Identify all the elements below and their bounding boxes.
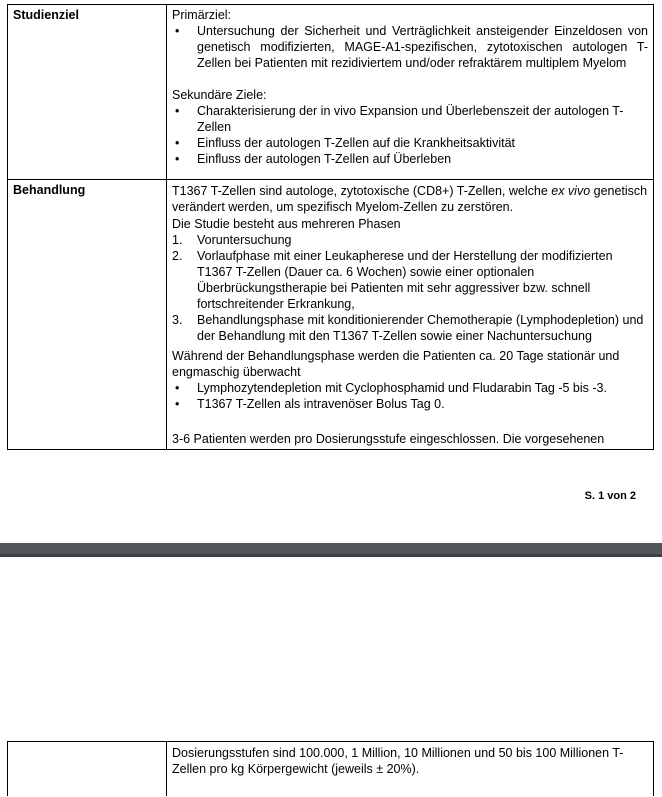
list-item: • Untersuchung der Sicherheit und Verträglichkeit ansteigender Einzeldosen von genetisch modifizierten, MAGE-A1-spezifischen, zytotoxischen autologen T-Zellen bei Patienten mit rezidiviertem und/oder refraktärem multiplem Myelom [172, 23, 648, 71]
list-item: • Charakterisierung der in vivo Expansion und Überlebenszeit der autologen T-Zellen [172, 103, 648, 135]
secondary-goals-list [172, 103, 648, 167]
table-row-behandlung [8, 180, 654, 450]
list-item: • T1367 T-Zellen als intravenöser Bolus Tag 0. [172, 396, 648, 412]
row-content-continued: Dosierungsstufen sind 100.000, 1 Million, 10 Millionen und 50 bis 100 Millionen T-Zellen pro kg Körpergewicht (jeweils ± 20%). [167, 742, 654, 797]
row-label-behandlung: Behandlung [8, 180, 167, 450]
list-item: 2. Vorlaufphase mit einer Leukapherese und der Herstellung der modifizierten T1367 T-Zellen (Dauer ca. 6 Wochen) sowie einer optionalen Überbrückungstherapie bei Patienten mit sehr aggressiver bzw. schnell fortschreitender Erkrankung, [172, 249, 613, 311]
list-item: 3. Behandlungsphase mit konditionierender Chemotherapie (Lymphodepletion) und der Behandlung mit den T1367 T-Zellen sowie einer Nachuntersuchung [172, 313, 644, 343]
treatment-list [172, 380, 648, 412]
row-label-studienziel: Studienziel [8, 5, 167, 180]
study-table-page-1 [7, 4, 654, 450]
row-content-studienziel [167, 5, 654, 180]
page-number: S. 1 von 2 [584, 490, 636, 502]
table-row-studienziel [8, 5, 654, 180]
primary-goal-list [172, 23, 648, 71]
secondary-goals-heading: Sekundäre Ziele: [172, 88, 267, 102]
study-table-page-2 [7, 741, 654, 796]
primary-goal-heading: Primärziel: [172, 8, 232, 22]
row-content-behandlung [167, 180, 654, 450]
intro-paragraph: T1367 T-Zellen sind autologe, zytotoxische (CD8+) T-Zellen, welche ex vivo genetisch verändert werden, um spezifisch Myelom-Zellen zu zerstören. [172, 184, 648, 214]
table-row-continued [8, 742, 654, 797]
list-item: 1. Voruntersuchung [172, 233, 292, 247]
list-item: • Lymphozytendepletion mit Cyclophosphamid und Fludarabin Tag -5 bis -3. [172, 380, 648, 396]
phases-heading: Die Studie besteht aus mehreren Phasen [172, 217, 401, 231]
list-item: • Einfluss der autologen T-Zellen auf Überleben [172, 151, 648, 167]
page-separator [0, 543, 662, 557]
dosing-text: 3-6 Patienten werden pro Dosierungsstufe eingeschlossen. Die vorgesehenen [172, 432, 605, 446]
row-label-empty [8, 742, 167, 797]
phases-list [172, 232, 648, 344]
treatment-phase-text: Während der Behandlungsphase werden die Patienten ca. 20 Tage stationär und engmaschig überwacht [172, 349, 620, 379]
list-item: • Einfluss der autologen T-Zellen auf die Krankheitsaktivität [172, 135, 648, 151]
